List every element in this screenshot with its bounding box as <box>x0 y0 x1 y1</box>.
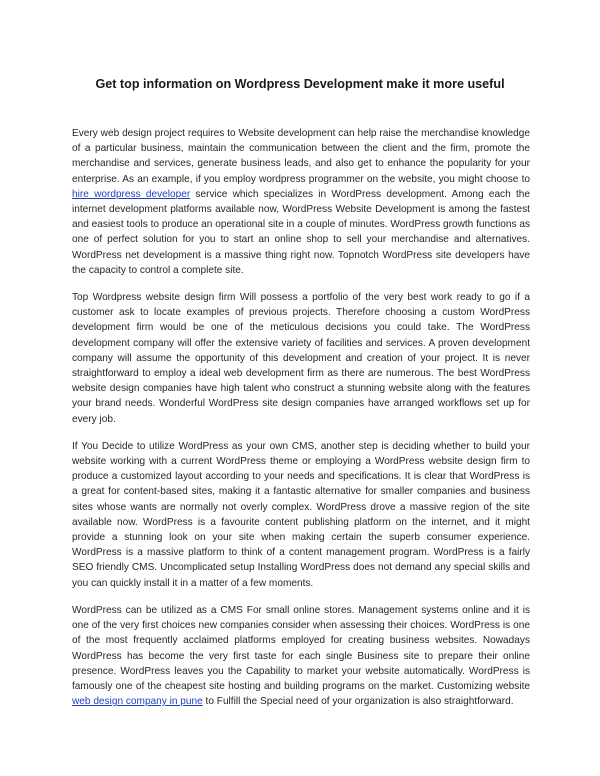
paragraph-2: Top Wordpress website design firm Will possess a portfolio of the very best work ready to go if a customer ask to locate examples of previous projects. Therefore choosing a custom WordPress development firm would be one of the meticulous decisions you could take. The WordPress development company will offer the extensive variety of facilities and services. A proven development company will assume the opportunity of this development and creation of your project. It is never straightforward to employ a ideal web development firm as there are numerous. The best WordPress website design companies have high talent who construct a stunning website along with the features your brand needs. Wonderful WordPress site design companies have arranged workflows set up for every job. <box>72 292 530 425</box>
document-title: Get top information on Wordpress Development make it more useful <box>95 77 505 91</box>
paragraph-4 <box>72 603 530 709</box>
paragraph-1-text-before: Every web design project requires to Website development can help raise the merchandise knowledge of a particular business, maintain the communication between the client and the firm, promote the merchandise and services, generate business leads, and also get to enhance the popularity for your enterprise. As an example, if you employ wordpress programmer on the website, you might choose to <box>72 128 530 185</box>
paragraph-1 <box>72 126 530 278</box>
web-design-company-link[interactable]: web design company in pune <box>72 696 203 708</box>
paragraph-4-text-before: WordPress can be utilized as a CMS For small online stores. Management systems online and it is one of the very first choices new companies consider when assessing their choices. WordPress is one of the most frequently acclaimed platforms employed for creating business websites. Nowadays WordPress has become the very first taste for each single Business site to prepare their online presence. WordPress leaves you the Capability to market your website automatically. WordPress is famously one of the cheapest site hosting and building programs on the market. Customizing website <box>72 604 530 692</box>
document-body <box>72 126 530 721</box>
hire-wordpress-developer-link[interactable]: hire wordpress developer <box>72 188 191 200</box>
paragraph-3: If You Decide to utilize WordPress as your own CMS, another step is deciding whether to build your website working with a current WordPress theme or employing a WordPress website design firm to produce a customized layout according to your needs and specifications. It is clear that WordPress is a great for content-based sites, making it a fantastic alternative for smaller companies and business sites whose wants are normally not overly complex. WordPress drove a massive region of the site available now. WordPress is a favourite content publishing platform on the internet, and it might provide a stunning look on your site when making certain the superb consumer experience. WordPress is a massive platform to think of a content management program. WordPress is a fairly SEO friendly CMS. Uncomplicated setup Installing WordPress does not demand any special skills and you can quickly install it in a matter of a few moments. <box>72 440 530 589</box>
paragraph-1-text-after: service which specializes in WordPress development. Among each the internet development platforms available now, WordPress Website Development is among the fastest and easiest tools to produce an operational site in a couple of minutes. WordPress growth functions as one of perfect solution for you to start an online shop to sell your merchandise and alternatives. WordPress net development is a massive thing right now. Topnotch WordPress site developers have the capacity to control a complete site. <box>72 188 530 276</box>
paragraph-4-text-after: to Fulfill the Special need of your organization is also straightforward. <box>202 696 514 708</box>
